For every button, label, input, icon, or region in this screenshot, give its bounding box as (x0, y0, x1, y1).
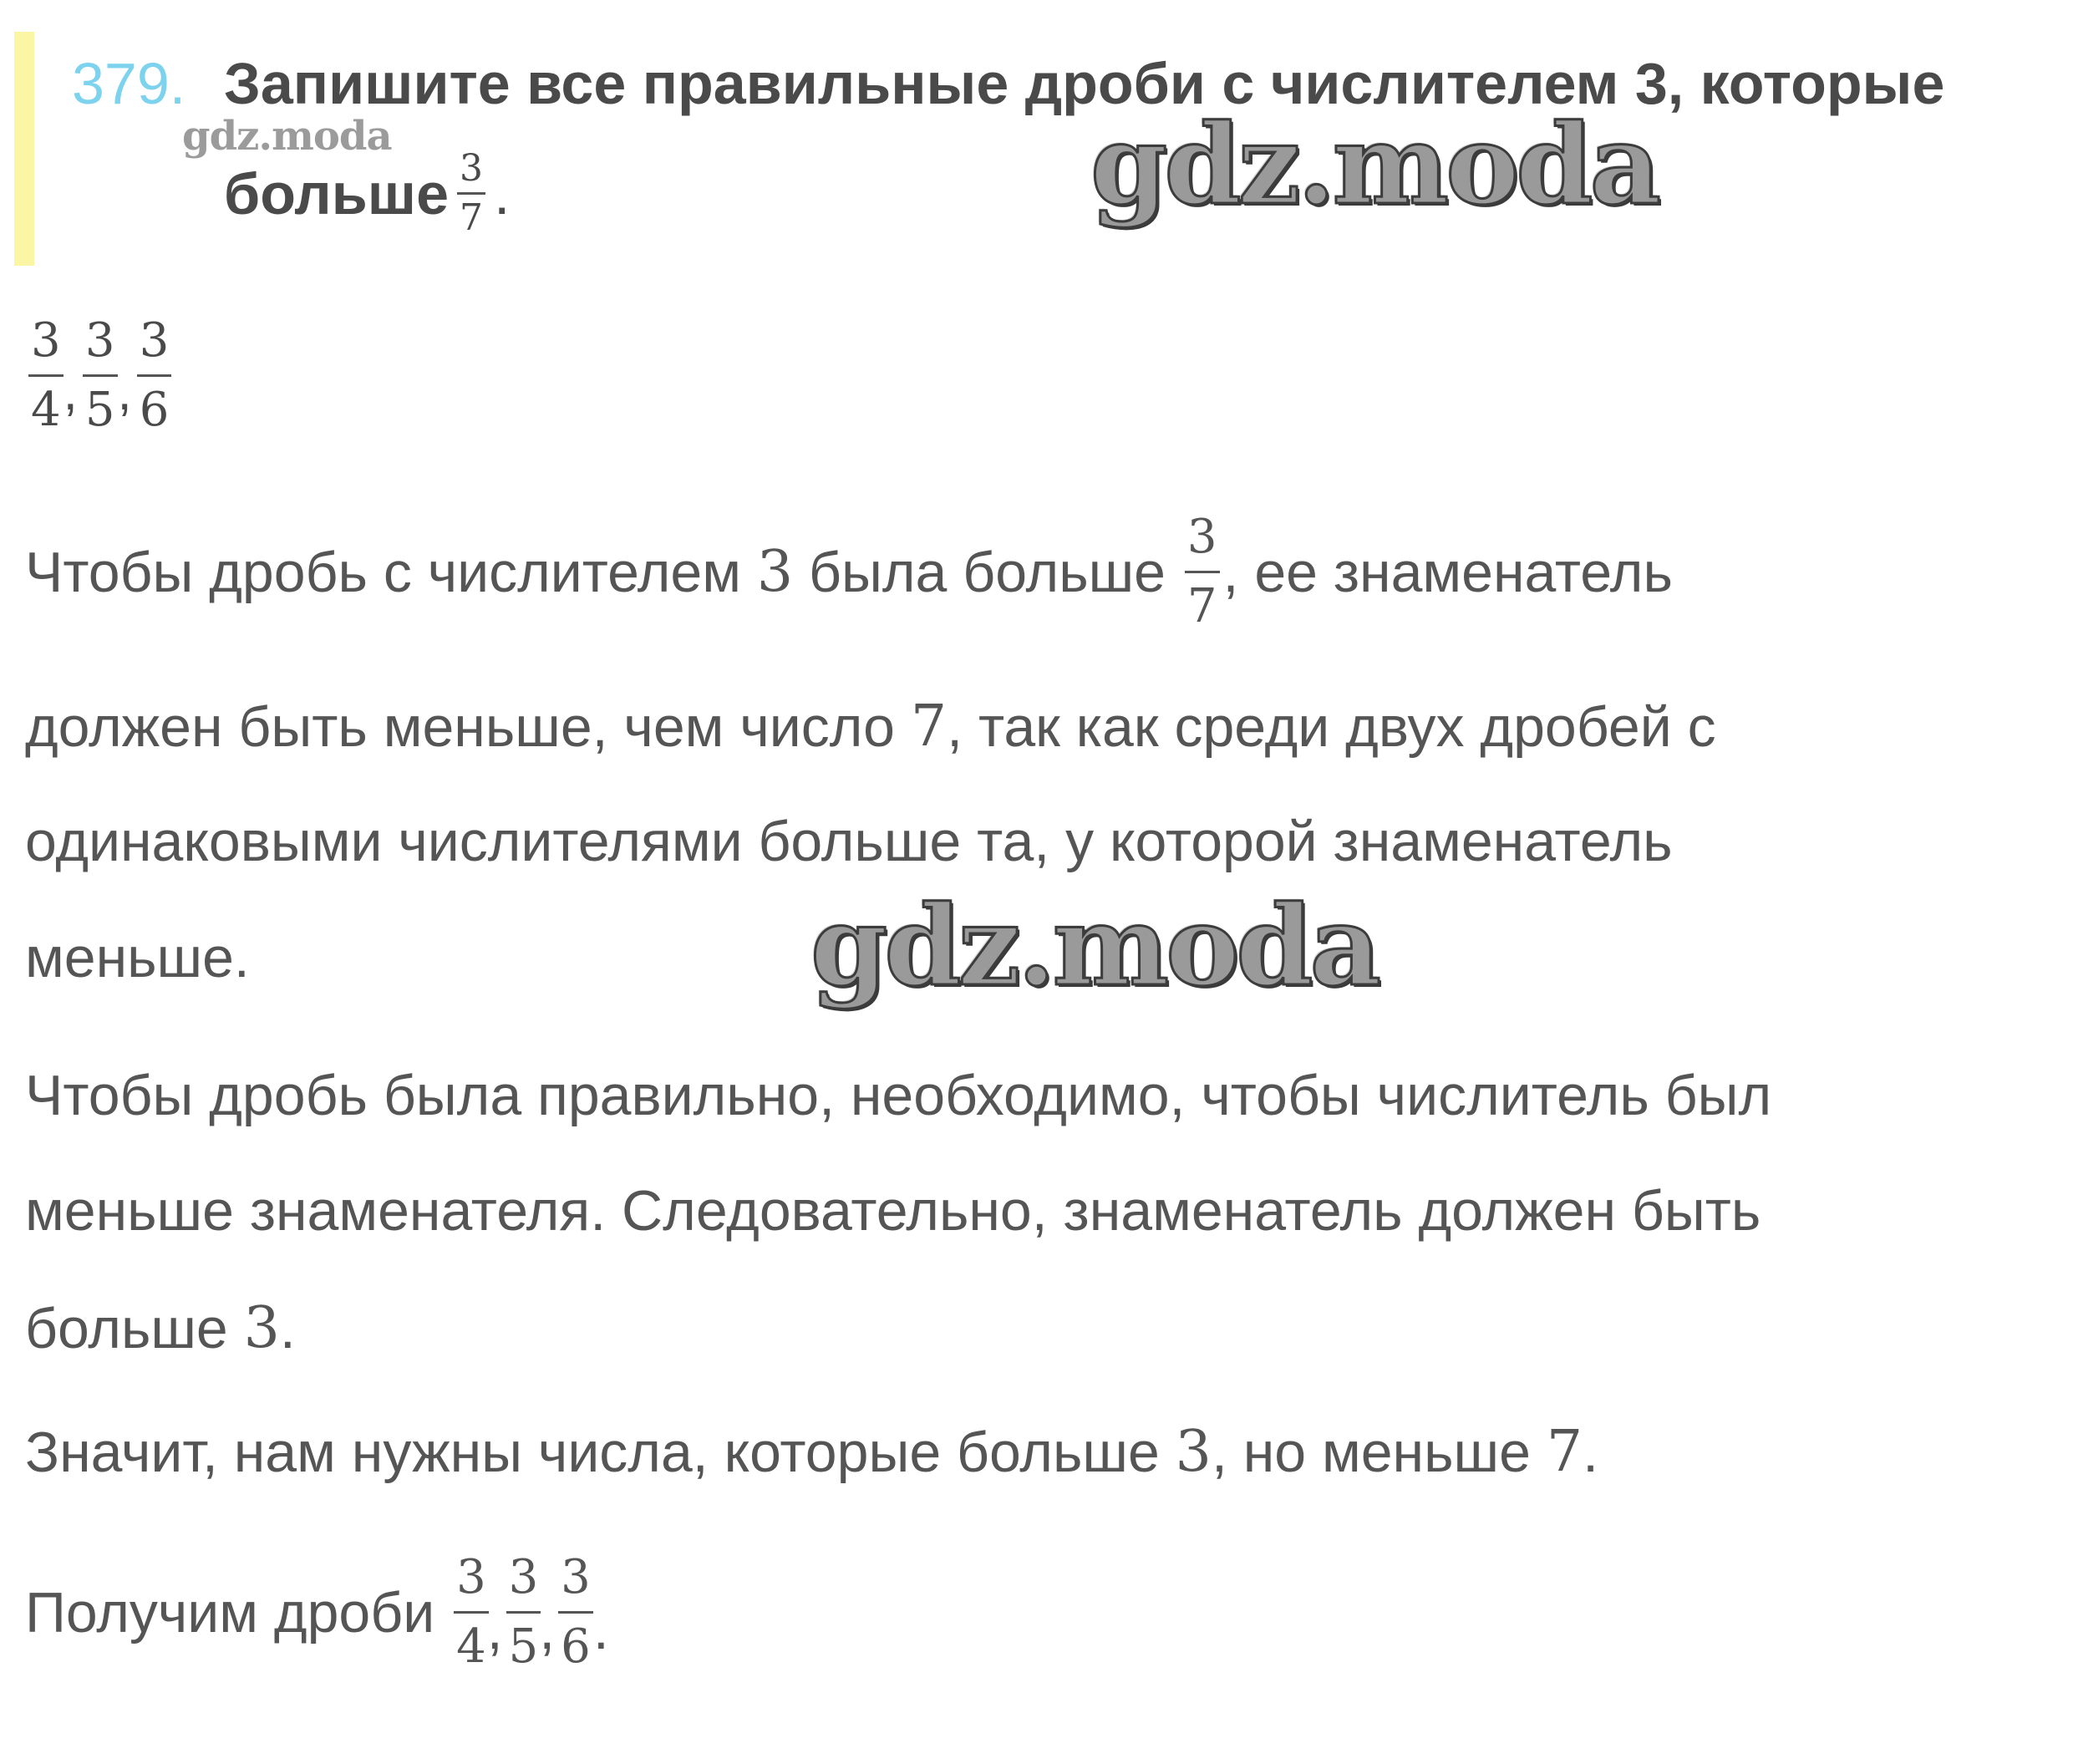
fraction-numerator: 3 (28, 318, 64, 377)
task-number: 379. (72, 51, 186, 116)
task-statement-prefix: больше (224, 160, 450, 226)
task-statement-suffix: . (494, 160, 511, 226)
text-segment: должен быть меньше, чем число (25, 694, 911, 759)
fraction-denominator: 6 (561, 1619, 591, 1674)
fraction-3-7 (457, 147, 485, 239)
text-segment: , но меньше (1211, 1420, 1547, 1484)
text-segment: Чтобы дробь с числителем (25, 540, 757, 604)
watermark-middle: gdz.moda (810, 882, 1379, 1011)
fraction-denominator: 5 (84, 383, 115, 437)
fraction-numerator: 3 (506, 1554, 541, 1614)
text-segment: меньше. (25, 926, 250, 989)
task-statement-line1 (224, 50, 1944, 117)
task-statement-text: Запишите все правильные дроби с числителем 3, которые (224, 51, 1945, 116)
number-3: 3 (756, 539, 794, 605)
text-segment: меньше знаменателя. Следовательно, знаменатель должен быть (25, 1179, 1761, 1243)
explanation-line-7 (25, 1295, 296, 1361)
explanation-line-3 (25, 809, 1673, 874)
accent-bar (14, 32, 34, 266)
answer-fractions (25, 313, 175, 437)
fraction-denominator: 7 (460, 196, 484, 239)
text-segment: , (539, 1597, 556, 1661)
fraction-numerator: 3 (137, 318, 172, 377)
fraction-3-5 (83, 313, 118, 437)
text-segment: Получим дроби (25, 1580, 451, 1645)
number-7: 7 (1546, 1419, 1583, 1485)
fraction-3-7 (1185, 510, 1220, 633)
number-3: 3 (243, 1295, 280, 1361)
text-segment: , (486, 1597, 503, 1661)
fraction-numerator: 3 (558, 1554, 593, 1614)
task-statement-line2 (224, 147, 511, 239)
watermark-small: gdz.moda (182, 113, 392, 160)
text-segment: , ее знаменатель (1222, 540, 1673, 604)
text-segment: . (592, 1597, 609, 1661)
watermark-top: gdz.moda (1090, 100, 1659, 230)
fraction-3-6 (558, 1550, 593, 1674)
number-7: 7 (910, 694, 948, 760)
fraction-denominator: 6 (139, 383, 170, 437)
fraction-denominator: 4 (31, 383, 61, 437)
fraction-numerator: 3 (1185, 514, 1220, 573)
fraction-denominator: 7 (1186, 579, 1217, 633)
text-segment: Чтобы дробь была правильно, необходимо, чтобы числитель был (25, 1064, 1772, 1127)
fraction-numerator: 3 (454, 1554, 489, 1614)
fraction-3-4 (454, 1550, 489, 1674)
answer-separator: , (117, 363, 132, 421)
fraction-3-4 (28, 313, 64, 437)
fraction-3-5 (506, 1550, 541, 1674)
fraction-numerator: 3 (457, 150, 485, 195)
answer-separator: , (63, 363, 78, 421)
explanation-line-9 (25, 1550, 609, 1674)
fraction-3-6 (137, 313, 172, 437)
text-segment: Значит, нам нужны числа, которые больше (25, 1420, 1176, 1484)
explanation-line-1 (25, 510, 1673, 633)
number-3: 3 (1175, 1419, 1212, 1485)
text-segment: больше (25, 1296, 244, 1360)
explanation-line-8 (25, 1419, 1598, 1485)
text-segment: . (1583, 1420, 1598, 1484)
explanation-line-6 (25, 1178, 1761, 1243)
fraction-numerator: 3 (83, 318, 118, 377)
explanation-line-2 (25, 694, 1716, 760)
text-segment: . (279, 1296, 296, 1360)
explanation-line-5 (25, 1063, 1771, 1128)
fraction-denominator: 4 (456, 1619, 486, 1674)
text-segment: одинаковыми числителями больше та, у которой знаменатель (25, 810, 1673, 873)
explanation-line-4 (25, 925, 250, 990)
text-segment: , так как среди двух дробей с (947, 694, 1716, 759)
text-segment: была больше (793, 540, 1181, 604)
fraction-denominator: 5 (508, 1619, 539, 1674)
